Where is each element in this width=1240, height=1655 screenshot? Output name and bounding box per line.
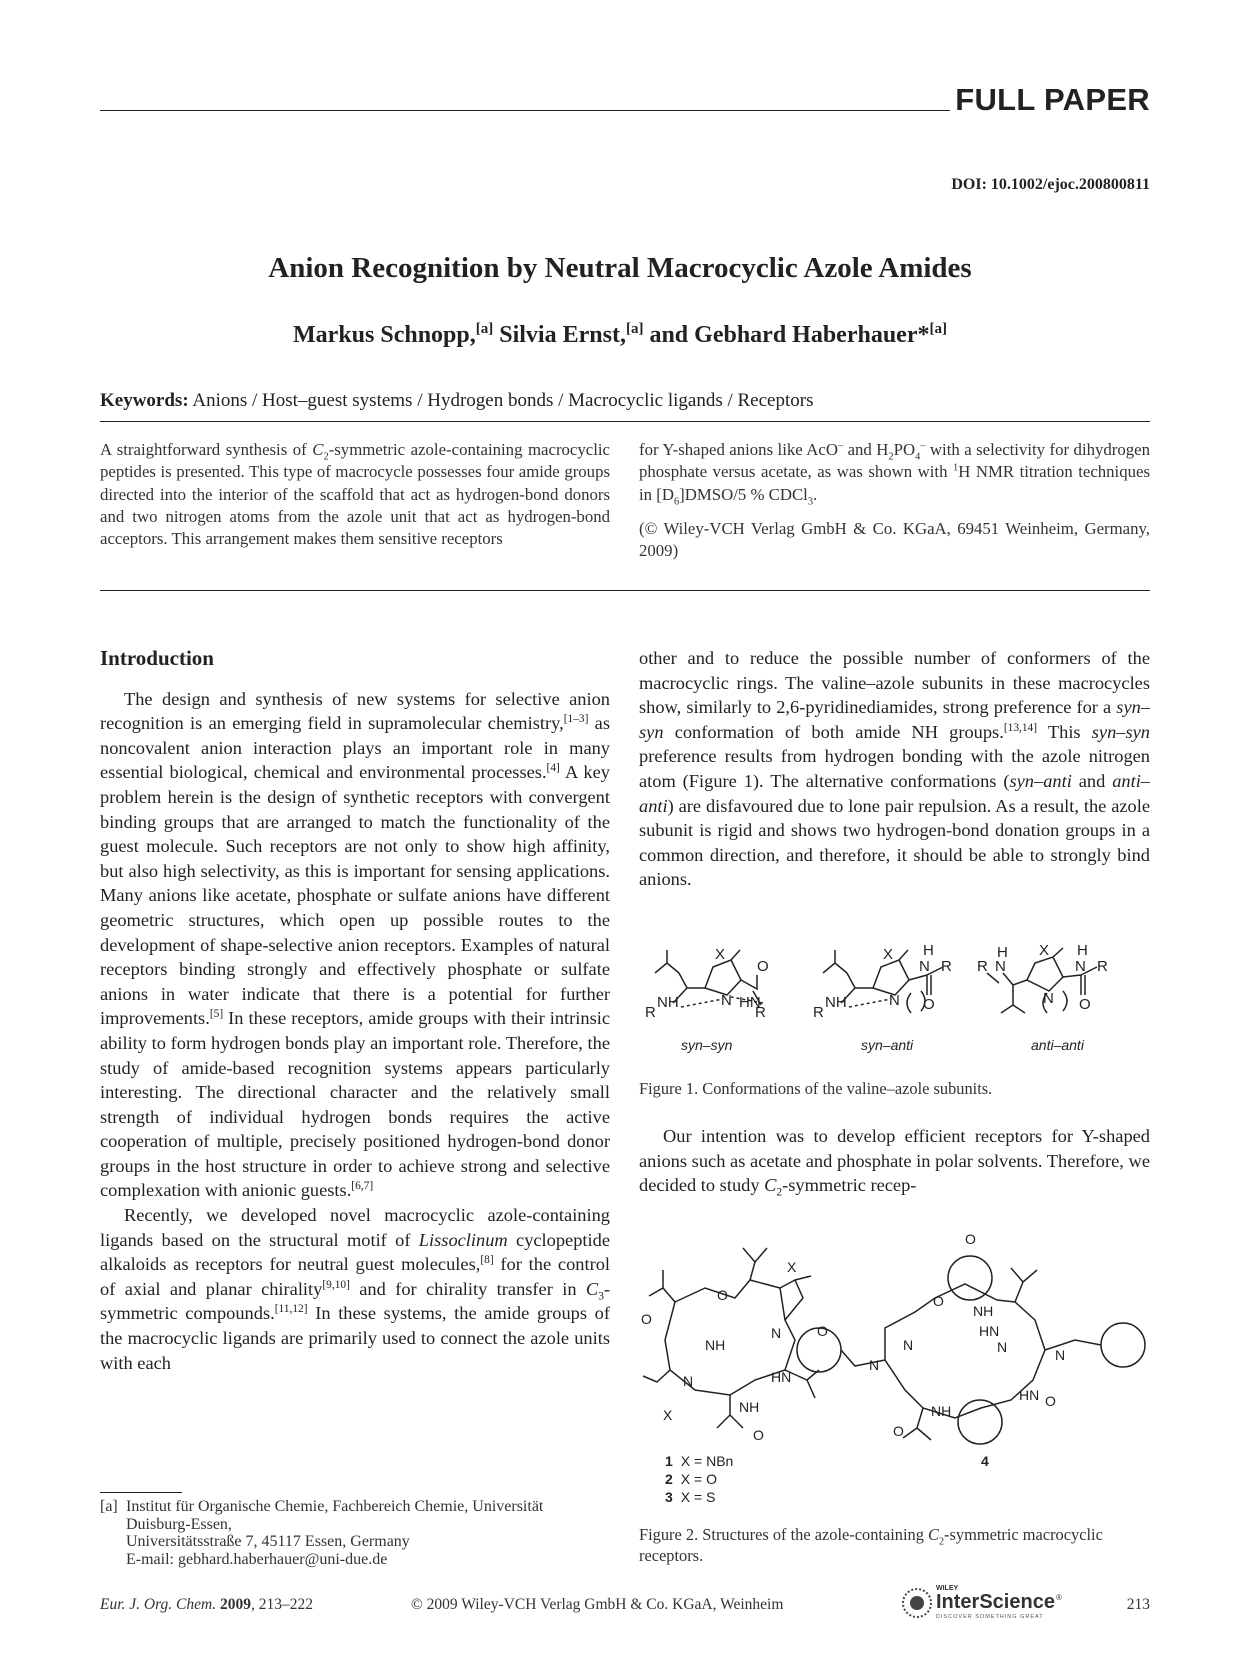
affiliation-marker: [a] xyxy=(475,321,494,337)
compound-4-label: 4 xyxy=(981,1453,989,1469)
svg-text:R: R xyxy=(645,1004,656,1021)
svg-text:O: O xyxy=(753,1427,764,1443)
abstract-top-rule xyxy=(100,421,1150,422)
svg-text:HN: HN xyxy=(1019,1387,1040,1403)
keywords-label: Keywords: xyxy=(100,390,189,411)
page-number: 213 xyxy=(1126,1596,1150,1613)
abstract-left: A straightforward synthesis of $C_2$-symmetric azole-containing macrocyclic peptides is presented. This type of macrocycle possesses four amide groups directed into the interior of the scaffold that act as hydrogen-bond donors and two nitrogen atoms from the azole unit that act as hydrogen-bond acceptors. This arrangement makes them sensitive receptors xyxy=(100,440,610,549)
right-paragraph-2: Our intention was to develop efficient receptors for Y-shaped anions such as acetate and phosphate in polar solvents. Therefore, we decided to study $C_2$-symmetric recep- xyxy=(639,1126,1150,1199)
figure-1-label: anti–anti xyxy=(1031,1037,1084,1053)
svg-text:InterScience: InterScience xyxy=(936,1591,1055,1613)
svg-text:O: O xyxy=(757,958,769,975)
keywords-text: Anions / Host–guest systems / Hydrogen bonds / Macrocyclic ligands / Receptors xyxy=(192,390,814,411)
citation[interactable]: [1–3] xyxy=(563,713,589,726)
svg-text:O: O xyxy=(641,1311,652,1327)
svg-text:O: O xyxy=(717,1287,728,1303)
doi[interactable]: DOI: 10.1002/ejoc.200800811 xyxy=(951,176,1150,193)
affiliation-footnote: [a] Institut für Organische Chemie, Fachbereich Chemie, Universität Duisburg-Essen, Universitätsstraße 7, 45117 Essen, Germany E-mail: gebhard.haberhauer@uni-due.de xyxy=(100,1498,610,1568)
keywords xyxy=(100,390,813,412)
footnote-rule xyxy=(100,1492,182,1493)
right-paragraph-1: other and to reduce the possible number of conformers of the macrocyclic rings. The valine–azole subunits in these macrocycles show, similarly to 2,6-pyridinediamides, strong preference for a syn–syn conformation of both amide NH groups.[13,14] This syn–syn preference results from hydrogen bonding with the azole nitrogen atom (Figure 1). The alternative conformations (syn–anti and anti–anti) are disfavoured due to lone pair repulsion. As a result, the azole subunit is rigid and shows two hydrogen-bond donation groups in a common direction, and therefore, it should be able to strongly bind anions. xyxy=(639,648,1150,890)
header-rule xyxy=(100,110,950,111)
svg-text:1X = NBn xyxy=(665,1453,733,1469)
figure-1-caption: Figure 1. Conformations of the valine–azole subunits. xyxy=(639,1079,993,1098)
svg-text:N: N xyxy=(869,1357,880,1373)
svg-text:N: N xyxy=(1075,958,1086,975)
svg-text:N: N xyxy=(721,992,732,1009)
affiliation-marker: [a] xyxy=(929,321,947,337)
footer-copyright: © 2009 Wiley-VCH Verlag GmbH & Co. KGaA, Weinheim xyxy=(411,1596,784,1613)
svg-text:O: O xyxy=(817,1323,828,1339)
svg-text:R: R xyxy=(1097,958,1108,975)
author-name: and Gebhard Haberhauer* xyxy=(649,322,930,348)
svg-text:N: N xyxy=(889,992,900,1009)
affiliation-marker: [a] xyxy=(625,321,644,337)
svg-text:NH: NH xyxy=(739,1399,760,1415)
compound-label: X = O xyxy=(680,1471,717,1487)
citation[interactable]: [6,7] xyxy=(351,1180,374,1193)
svg-text:O: O xyxy=(965,1231,976,1247)
svg-text:X: X xyxy=(715,946,726,963)
svg-text:O: O xyxy=(893,1423,904,1439)
right-column-top xyxy=(639,646,1150,892)
intro-paragraph-1: The design and synthesis of new systems for selective anion recognition is an emerging field in supramolecular chemistry,[1–3] as noncovalent anion interaction plays an important role in many essential biological, chemical and environmental processes.[4] A key problem herein is the design of synthetic receptors with convergent binding groups that are arranged to match the functionality of the guest molecule. Such receptors are not only to show high affinity, but also high selectivity, as this is important for sensing applications. Many anions like acetate, phosphate or sulfate anions have different geometric structures, which open up possible routes to the development of shape-selective anion receptors. Examples of natural receptors binding strongly and effectively phosphate or sulfate anions in water indicate that there is a potential for further improvements.[5] In these receptors, amide groups with their intrinsic ability to form hydrogen bonds play an important role. Therefore, the study of amide-based recognition systems appears particularly interesting. The directional character and the relatively small strength of individual hydrogen bonds requires the active cooperation of multiple, precisely positioned hydrogen-bond donor groups in the host structure in order to achieve strong and selective complexation with anionic guests.[6,7] xyxy=(100,688,610,1201)
svg-text:N: N xyxy=(997,1339,1008,1355)
svg-text:NH: NH xyxy=(973,1303,994,1319)
abstract-copyright: (© Wiley-VCH Verlag GmbH & Co. KGaA, 69451 Weinheim, Germany, 2009) xyxy=(639,518,1150,561)
svg-text:R: R xyxy=(977,958,988,975)
svg-text:WILEY: WILEY xyxy=(936,1585,959,1592)
svg-text:N: N xyxy=(771,1325,782,1341)
compound-number: 1 xyxy=(665,1453,673,1469)
citation[interactable]: [4] xyxy=(546,762,560,775)
figure-2-structures xyxy=(635,1231,1155,1510)
interscience-logo[interactable] xyxy=(900,1580,1070,1626)
svg-text:H: H xyxy=(923,942,934,959)
svg-text:DISCOVER SOMETHING GREAT: DISCOVER SOMETHING GREAT xyxy=(936,1614,1044,1620)
svg-text:X: X xyxy=(787,1259,797,1275)
footnote-marker: [a] xyxy=(100,1498,118,1515)
svg-text:N: N xyxy=(683,1373,694,1389)
figure-2-caption: Figure 2. Structures of the azole-containing $C_2$-symmetric macrocyclic receptors. xyxy=(639,1525,1103,1565)
svg-text:R: R xyxy=(941,958,952,975)
svg-text:NH: NH xyxy=(657,994,679,1011)
abstract-right: for Y-shaped anions like AcO– and $H_2PO_4^-$ with a selectivity for dihydrogen phosphate versus acetate, as was shown with $^1$H NMR titration techniques in $[D_6]DMSO/5$ % CDCl$_3$. (© Wiley-VCH Verlag GmbH & Co. KGaA, 69451 Weinheim, Germany, 2009) xyxy=(639,439,1150,562)
svg-text:H: H xyxy=(997,944,1008,961)
abstract-bottom-rule xyxy=(100,590,1150,591)
author-list xyxy=(0,322,1240,349)
svg-text:X: X xyxy=(1039,942,1050,959)
svg-text:NH: NH xyxy=(705,1337,726,1353)
svg-text:NH: NH xyxy=(931,1403,952,1419)
journal-citation: Eur. J. Org. Chem. 2009, 213–222 xyxy=(100,1596,313,1613)
svg-text:O: O xyxy=(1079,996,1091,1013)
svg-text:N: N xyxy=(903,1337,914,1353)
svg-text:N: N xyxy=(1055,1347,1066,1363)
svg-text:O: O xyxy=(923,996,935,1013)
figure-1-label: syn–syn xyxy=(681,1037,733,1053)
section-label: FULL PAPER xyxy=(955,82,1150,117)
intro-paragraph-2: Recently, we developed novel macrocyclic azole-containing ligands based on the structural motif of Lissoclinum cyclopeptide alkaloids as receptors for neutral guest molecules,[8] for the control of axial and planar chirality[9,10] and for chirality transfer in $C_3$-symmetric compounds.[11,12] In these systems, the amide groups of the macrocyclic ligands are primarily used to connect the azole units with each xyxy=(100,1205,611,1373)
svg-text:R: R xyxy=(813,1004,824,1021)
citation[interactable]: [5] xyxy=(209,1008,224,1021)
svg-text:X: X xyxy=(663,1407,673,1423)
svg-text:N: N xyxy=(995,958,1006,975)
citation[interactable]: [9,10] xyxy=(322,1278,350,1291)
citation[interactable]: [8] xyxy=(480,1254,494,1267)
email-link[interactable]: E-mail: gebhard.haberhauer@uni-due.de xyxy=(126,1550,388,1568)
left-column xyxy=(100,646,610,1375)
figure-1-label: syn–anti xyxy=(861,1037,914,1053)
compound-number: 2 xyxy=(665,1471,673,1487)
svg-text:O: O xyxy=(1045,1393,1056,1409)
citation[interactable]: [11,12] xyxy=(274,1303,308,1316)
svg-text:HN: HN xyxy=(979,1323,1000,1339)
author-name: Markus Schnopp, xyxy=(293,322,476,348)
svg-text:HN: HN xyxy=(739,994,761,1011)
svg-text:N: N xyxy=(919,958,930,975)
svg-text:2X = O xyxy=(665,1471,717,1487)
svg-text:3X = S xyxy=(665,1489,715,1505)
svg-text:H: H xyxy=(1077,942,1088,959)
compound-label: X = NBn xyxy=(680,1453,734,1469)
right-column-mid xyxy=(639,1124,1150,1198)
paper-title: Anion Recognition by Neutral Macrocyclic Azole Amides xyxy=(268,252,972,284)
compound-label: X = S xyxy=(680,1489,716,1505)
svg-text:X: X xyxy=(883,946,894,963)
figure-1-conformations xyxy=(635,942,1155,1060)
svg-text:NH: NH xyxy=(825,994,847,1011)
svg-text:R: R xyxy=(755,1004,766,1021)
svg-text:O: O xyxy=(933,1293,944,1309)
svg-text:N: N xyxy=(1043,990,1054,1007)
compound-number: 3 xyxy=(665,1489,673,1505)
svg-text:HN: HN xyxy=(771,1369,792,1385)
author-name: Silvia Ernst, xyxy=(499,322,626,348)
svg-text:®: ® xyxy=(1056,1593,1062,1602)
citation[interactable]: [13,14] xyxy=(1003,721,1038,734)
section-heading-introduction: Introduction xyxy=(100,646,214,670)
